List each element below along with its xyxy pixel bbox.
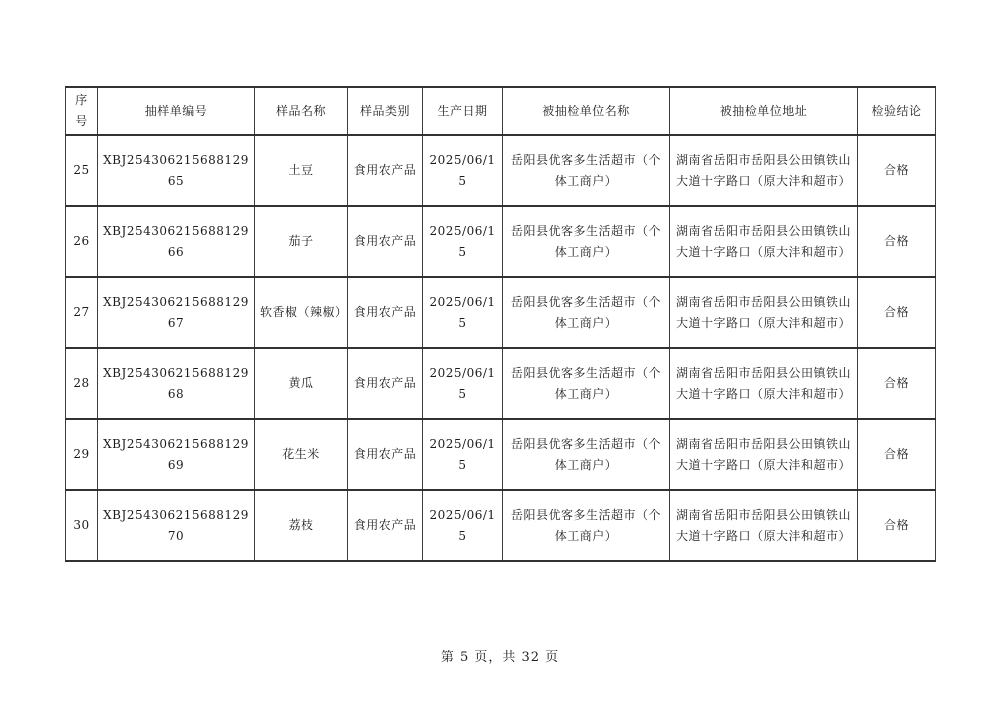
column-header-production-date: 生产日期 — [423, 87, 503, 135]
table-cell-sample-name: 黄瓜 — [255, 348, 348, 419]
table-cell-sample-category: 食用农产品 — [348, 419, 423, 490]
column-header-index: 序号 — [66, 87, 98, 135]
table-cell-sample-name: 荔枝 — [255, 490, 348, 561]
column-header-sample-name: 样品名称 — [255, 87, 348, 135]
table-row — [66, 206, 936, 277]
table-cell-index: 29 — [66, 419, 98, 490]
table-cell-production-date: 2025/06/15 — [423, 206, 503, 277]
table-cell-production-date: 2025/06/15 — [423, 277, 503, 348]
column-header-inspected-unit-address: 被抽检单位地址 — [670, 87, 858, 135]
table-cell-sample-category: 食用农产品 — [348, 277, 423, 348]
table-row — [66, 135, 936, 206]
table-cell-inspected-unit-name: 岳阳县优客多生活超市（个体工商户） — [503, 277, 670, 348]
table-cell-production-date: 2025/06/15 — [423, 419, 503, 490]
table-header-row — [66, 87, 936, 135]
table-cell-inspected-unit-name: 岳阳县优客多生活超市（个体工商户） — [503, 206, 670, 277]
table-cell-sample-no: XBJ25430621568812966 — [98, 206, 255, 277]
table-cell-inspected-unit-address: 湖南省岳阳市岳阳县公田镇铁山大道十字路口（原大沣和超市） — [670, 419, 858, 490]
table-cell-index: 26 — [66, 206, 98, 277]
table-cell-conclusion: 合格 — [858, 277, 936, 348]
table-cell-index: 30 — [66, 490, 98, 561]
table-cell-sample-name: 茄子 — [255, 206, 348, 277]
table-cell-sample-no: XBJ25430621568812968 — [98, 348, 255, 419]
table-cell-index: 25 — [66, 135, 98, 206]
table-cell-sample-no: XBJ25430621568812970 — [98, 490, 255, 561]
table-cell-production-date: 2025/06/15 — [423, 490, 503, 561]
page-number-footer: 第 5 页，共 32 页 — [440, 650, 560, 665]
table-cell-inspected-unit-name: 岳阳县优客多生活超市（个体工商户） — [503, 348, 670, 419]
table-cell-conclusion: 合格 — [858, 348, 936, 419]
table-cell-inspected-unit-address: 湖南省岳阳市岳阳县公田镇铁山大道十字路口（原大沣和超市） — [670, 348, 858, 419]
table-cell-production-date: 2025/06/15 — [423, 348, 503, 419]
table-row — [66, 419, 936, 490]
column-header-sample-category: 样品类别 — [348, 87, 423, 135]
table-cell-index: 28 — [66, 348, 98, 419]
table-cell-conclusion: 合格 — [858, 206, 936, 277]
table-cell-production-date: 2025/06/15 — [423, 135, 503, 206]
table-cell-sample-category: 食用农产品 — [348, 490, 423, 561]
table-cell-inspected-unit-name: 岳阳县优客多生活超市（个体工商户） — [503, 135, 670, 206]
column-header-sample-no: 抽样单编号 — [98, 87, 255, 135]
table-cell-sample-no: XBJ25430621568812969 — [98, 419, 255, 490]
table-cell-sample-name: 软香椒（辣椒） — [255, 277, 348, 348]
table-cell-index: 27 — [66, 277, 98, 348]
table-row — [66, 277, 936, 348]
table-cell-sample-category: 食用农产品 — [348, 348, 423, 419]
table-row — [66, 348, 936, 419]
table-cell-inspected-unit-address: 湖南省岳阳市岳阳县公田镇铁山大道十字路口（原大沣和超市） — [670, 490, 858, 561]
table-cell-conclusion: 合格 — [858, 419, 936, 490]
table-cell-inspected-unit-address: 湖南省岳阳市岳阳县公田镇铁山大道十字路口（原大沣和超市） — [670, 277, 858, 348]
table-cell-sample-no: XBJ25430621568812967 — [98, 277, 255, 348]
table-cell-sample-no: XBJ25430621568812965 — [98, 135, 255, 206]
table-cell-sample-name: 土豆 — [255, 135, 348, 206]
table-row — [66, 490, 936, 561]
table-cell-sample-name: 花生米 — [255, 419, 348, 490]
table-cell-inspected-unit-name: 岳阳县优客多生活超市（个体工商户） — [503, 419, 670, 490]
column-header-conclusion: 检验结论 — [858, 87, 936, 135]
inspection-results-table — [65, 86, 936, 562]
table-cell-sample-category: 食用农产品 — [348, 135, 423, 206]
column-header-inspected-unit-name: 被抽检单位名称 — [503, 87, 670, 135]
table-cell-inspected-unit-address: 湖南省岳阳市岳阳县公田镇铁山大道十字路口（原大沣和超市） — [670, 135, 858, 206]
table-cell-inspected-unit-address: 湖南省岳阳市岳阳县公田镇铁山大道十字路口（原大沣和超市） — [670, 206, 858, 277]
table-body — [66, 135, 936, 561]
table-cell-sample-category: 食用农产品 — [348, 206, 423, 277]
table-cell-conclusion: 合格 — [858, 490, 936, 561]
table-cell-conclusion: 合格 — [858, 135, 936, 206]
table-cell-inspected-unit-name: 岳阳县优客多生活超市（个体工商户） — [503, 490, 670, 561]
